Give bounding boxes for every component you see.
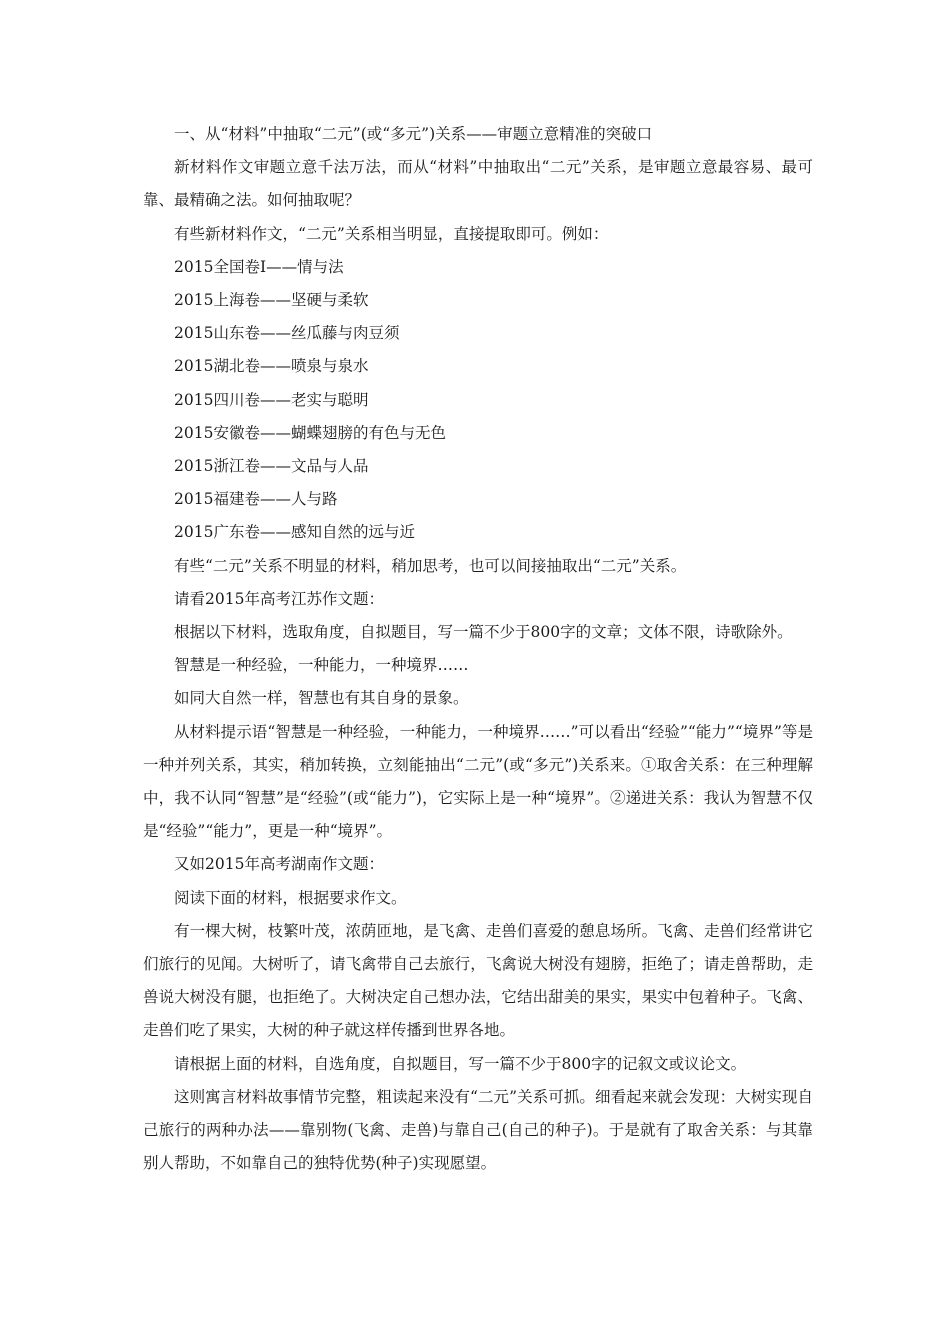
- paragraph: 有一棵大树，枝繁叶茂，浓荫匝地，是飞禽、走兽们喜爱的憩息场所。飞禽、走兽们经常讲它们旅行的见闻。大树听了，请飞禽带自己去旅行，飞禽说大树没有翅膀，拒绝了；请走兽帮助，走兽说大树没有腿，也拒绝了。大树决定自己想办法，它结出甜美的果实，果实中包着种子。飞禽、走兽们吃了果实，大树的种子就这样传播到世界各地。: [143, 921, 813, 1040]
- list-item: 2015湖北卷——喷泉与泉水: [174, 357, 369, 376]
- list-item: 2015浙江卷——文品与人品: [174, 457, 369, 476]
- paragraph: 根据以下材料，选取角度，自拟题目，写一篇不少于800字的文章；文体不限，诗歌除外。: [174, 623, 793, 642]
- paragraph: 有些新材料作文，“二元”关系相当明显，直接提取即可。例如：: [174, 224, 609, 243]
- section-heading: 一、从“材料”中抽取“二元”(或“多元”)关系——审题立意精准的突破口: [174, 125, 653, 143]
- paragraph: 请看2015年高考江苏作文题：: [174, 589, 384, 608]
- list-item: 2015福建卷——人与路: [174, 490, 338, 509]
- document-body: [143, 118, 813, 1181]
- list-item: 2015山东卷——丝瓜藤与肉豆须: [174, 324, 400, 343]
- paragraph: 从材料提示语“智慧是一种经验，一种能力，一种境界……”可以看出“经验”“能力”“境界”等是一种并列关系，其实，稍加转换，立刻能抽出“二元”(或“多元”)关系来。①取舍关系：在三种理解中，我不认同“智慧”是“经验”(或“能力”)，它实际上是一种“境界”。②递进关系：我认为智慧不仅是“经验”“能力”，更是一种“境界”。: [143, 722, 813, 841]
- list-item: 2015上海卷——坚硬与柔软: [174, 291, 369, 310]
- list-item: 2015广东卷——感知自然的远与近: [174, 523, 415, 542]
- paragraph: 这则寓言材料故事情节完整，粗读起来没有“二元”关系可抓。细看起来就会发现：大树实现自己旅行的两种办法——靠别物(飞禽、走兽)与靠自己(自己的种子)。于是就有了取舍关系：与其靠别人帮助，不如靠自己的独特优势(种子)实现愿望。: [143, 1087, 813, 1173]
- list-item: 2015全国卷Ⅰ——情与法: [174, 257, 344, 276]
- paragraph: 新材料作文审题立意千法万法，而从“材料”中抽取出“二元”关系，是审题立意最容易、最可靠、最精确之法。如何抽取呢？: [143, 158, 813, 210]
- paragraph: 如同大自然一样，智慧也有其自身的景象。: [174, 689, 469, 708]
- paragraph: 阅读下面的材料，根据要求作文。: [174, 888, 407, 907]
- paragraph: 请根据上面的材料，自选角度，自拟题目，写一篇不少于800字的记叙文或议论文。: [174, 1054, 747, 1073]
- paragraph: 有些“二元”关系不明显的材料，稍加思考，也可以间接抽取出“二元”关系。: [174, 556, 687, 575]
- paragraph: 又如2015年高考湖南作文题：: [174, 855, 384, 874]
- list-item: 2015四川卷——老实与聪明: [174, 390, 369, 409]
- list-item: 2015安徽卷——蝴蝶翅膀的有色与无色: [174, 423, 446, 442]
- paragraph: 智慧是一种经验，一种能力，一种境界……: [174, 656, 469, 675]
